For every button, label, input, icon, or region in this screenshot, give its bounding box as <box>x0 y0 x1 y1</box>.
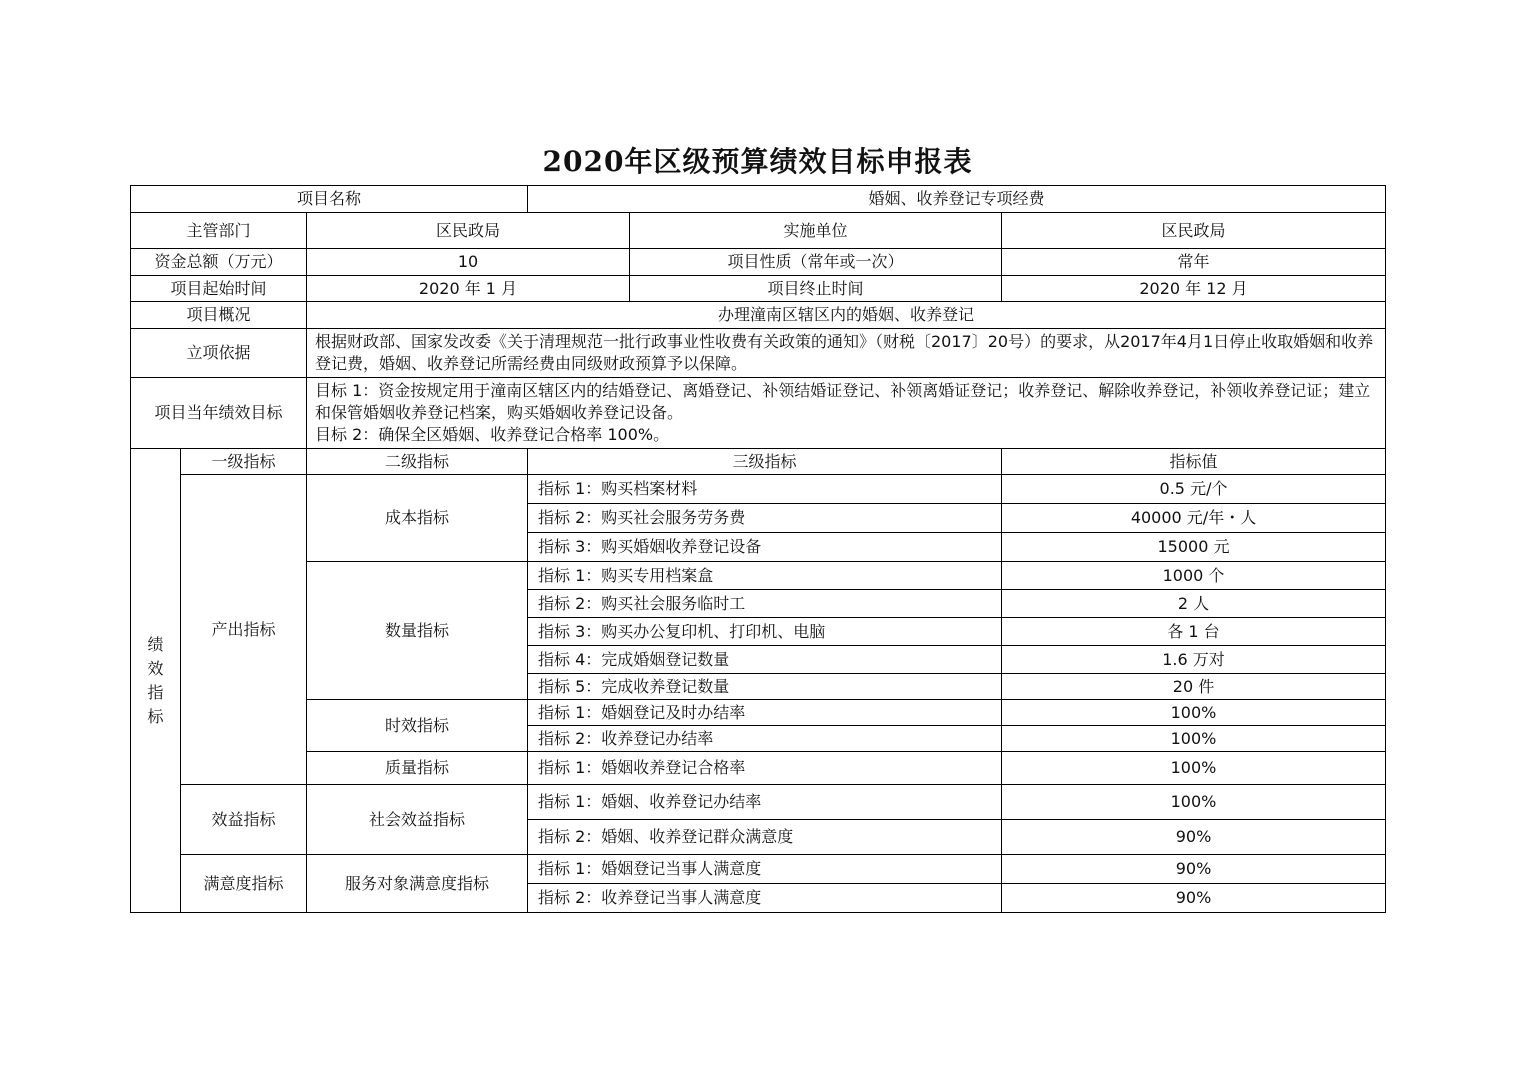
fund-value: 10 <box>307 249 630 276</box>
unit-value: 区民政局 <box>1002 213 1386 249</box>
indicator-name: 指标 2：购买社会服务劳务费 <box>528 504 1002 533</box>
indicator-value: 各 1 台 <box>1002 618 1386 646</box>
table-row <box>131 785 1386 820</box>
indicator-value: 15000 元 <box>1002 533 1386 562</box>
start-value: 2020 年 1 月 <box>307 276 630 302</box>
indicator-value: 20 件 <box>1002 674 1386 700</box>
level1-satisfaction: 满意度指标 <box>181 855 307 913</box>
level2-cost: 成本指标 <box>307 475 528 562</box>
indicator-name: 指标 3：购买婚姻收养登记设备 <box>528 533 1002 562</box>
indicator-value: 2 人 <box>1002 590 1386 618</box>
unit-label: 实施单位 <box>630 213 1002 249</box>
indicator-value: 100% <box>1002 726 1386 752</box>
indicator-name: 指标 2：购买社会服务临时工 <box>528 590 1002 618</box>
start-label: 项目起始时间 <box>131 276 307 302</box>
indicator-name: 指标 1：婚姻收养登记合格率 <box>528 752 1002 785</box>
dept-label: 主管部门 <box>131 213 307 249</box>
goal-value <box>307 378 1386 449</box>
indicator-name: 指标 1：婚姻登记及时办结率 <box>528 700 1002 726</box>
indicator-value: 90% <box>1002 855 1386 884</box>
nature-value: 常年 <box>1002 249 1386 276</box>
indicator-value: 1.6 万对 <box>1002 646 1386 674</box>
indicator-value: 40000 元/年・人 <box>1002 504 1386 533</box>
indicator-value: 90% <box>1002 884 1386 913</box>
indicator-value: 1000 个 <box>1002 562 1386 590</box>
dept-value: 区民政局 <box>307 213 630 249</box>
indicator-value: 100% <box>1002 785 1386 820</box>
overview-value: 办理潼南区辖区内的婚姻、收养登记 <box>307 302 1386 329</box>
basis-label: 立项依据 <box>131 329 307 378</box>
end-value: 2020 年 12 月 <box>1002 276 1386 302</box>
header-value: 指标值 <box>1002 449 1386 475</box>
row-department <box>131 213 1386 249</box>
indicator-name: 指标 2：收养登记办结率 <box>528 726 1002 752</box>
indicator-value: 90% <box>1002 820 1386 855</box>
project-name-label: 项目名称 <box>131 186 528 213</box>
row-project-name <box>131 186 1386 213</box>
overview-label: 项目概况 <box>131 302 307 329</box>
row-overview <box>131 302 1386 329</box>
indicator-name: 指标 3：购买办公复印机、打印机、电脑 <box>528 618 1002 646</box>
header-level2: 二级指标 <box>307 449 528 475</box>
table-row <box>131 475 1386 504</box>
indicator-name: 指标 2：婚姻、收养登记群众满意度 <box>528 820 1002 855</box>
indicator-value: 100% <box>1002 752 1386 785</box>
indicator-name: 指标 1：购买档案材料 <box>528 475 1002 504</box>
row-time <box>131 276 1386 302</box>
row-fund <box>131 249 1386 276</box>
header-level1: 一级指标 <box>181 449 307 475</box>
nature-label: 项目性质（常年或一次） <box>630 249 1002 276</box>
goal-label: 项目当年绩效目标 <box>131 378 307 449</box>
project-name-value: 婚姻、收养登记专项经费 <box>528 186 1386 213</box>
row-goal <box>131 378 1386 449</box>
goal-1: 目标 1：资金按规定用于潼南区辖区内的结婚登记、离婚登记、补领结婚证登记、补领离婚证登记；收养登记、解除收养登记，补领收养登记证；建立和保管婚姻收养登记档案，购买婚姻收养登记设备。 <box>315 381 1371 422</box>
indicator-side-label: 绩效指标 <box>131 449 181 913</box>
fund-label: 资金总额（万元） <box>131 249 307 276</box>
level2-quantity: 数量指标 <box>307 562 528 700</box>
level2-quality: 质量指标 <box>307 752 528 785</box>
goal-2: 目标 2：确保全区婚姻、收养登记合格率 100%。 <box>315 425 670 444</box>
table-row <box>131 562 1386 590</box>
page-title: 2020年区级预算绩效目标申报表 <box>542 145 973 178</box>
indicator-name: 指标 2：收养登记当事人满意度 <box>528 884 1002 913</box>
table-row <box>131 700 1386 726</box>
indicator-name: 指标 1：婚姻登记当事人满意度 <box>528 855 1002 884</box>
header-level3: 三级指标 <box>528 449 1002 475</box>
table-row <box>131 752 1386 785</box>
indicator-name: 指标 1：婚姻、收养登记办结率 <box>528 785 1002 820</box>
indicator-header-row <box>131 449 1386 475</box>
basis-value: 根据财政部、国家发改委《关于清理规范一批行政事业性收费有关政策的通知》（财税〔2017〕20号）的要求，从2017年4月1日停止收取婚姻和收养登记费，婚姻、收养登记所需经费由同级财政预算予以保障。 <box>307 329 1386 378</box>
indicator-value: 0.5 元/个 <box>1002 475 1386 504</box>
level1-output: 产出指标 <box>181 475 307 785</box>
table-row <box>131 855 1386 884</box>
level2-social-benefit: 社会效益指标 <box>307 785 528 855</box>
level2-service-satisfaction: 服务对象满意度指标 <box>307 855 528 913</box>
end-label: 项目终止时间 <box>630 276 1002 302</box>
row-basis <box>131 329 1386 378</box>
level2-timeliness: 时效指标 <box>307 700 528 752</box>
performance-form-table <box>130 185 1386 913</box>
indicator-name: 指标 4：完成婚姻登记数量 <box>528 646 1002 674</box>
indicator-name: 指标 5：完成收养登记数量 <box>528 674 1002 700</box>
level1-benefit: 效益指标 <box>181 785 307 855</box>
indicator-value: 100% <box>1002 700 1386 726</box>
indicator-name: 指标 1：购买专用档案盒 <box>528 562 1002 590</box>
